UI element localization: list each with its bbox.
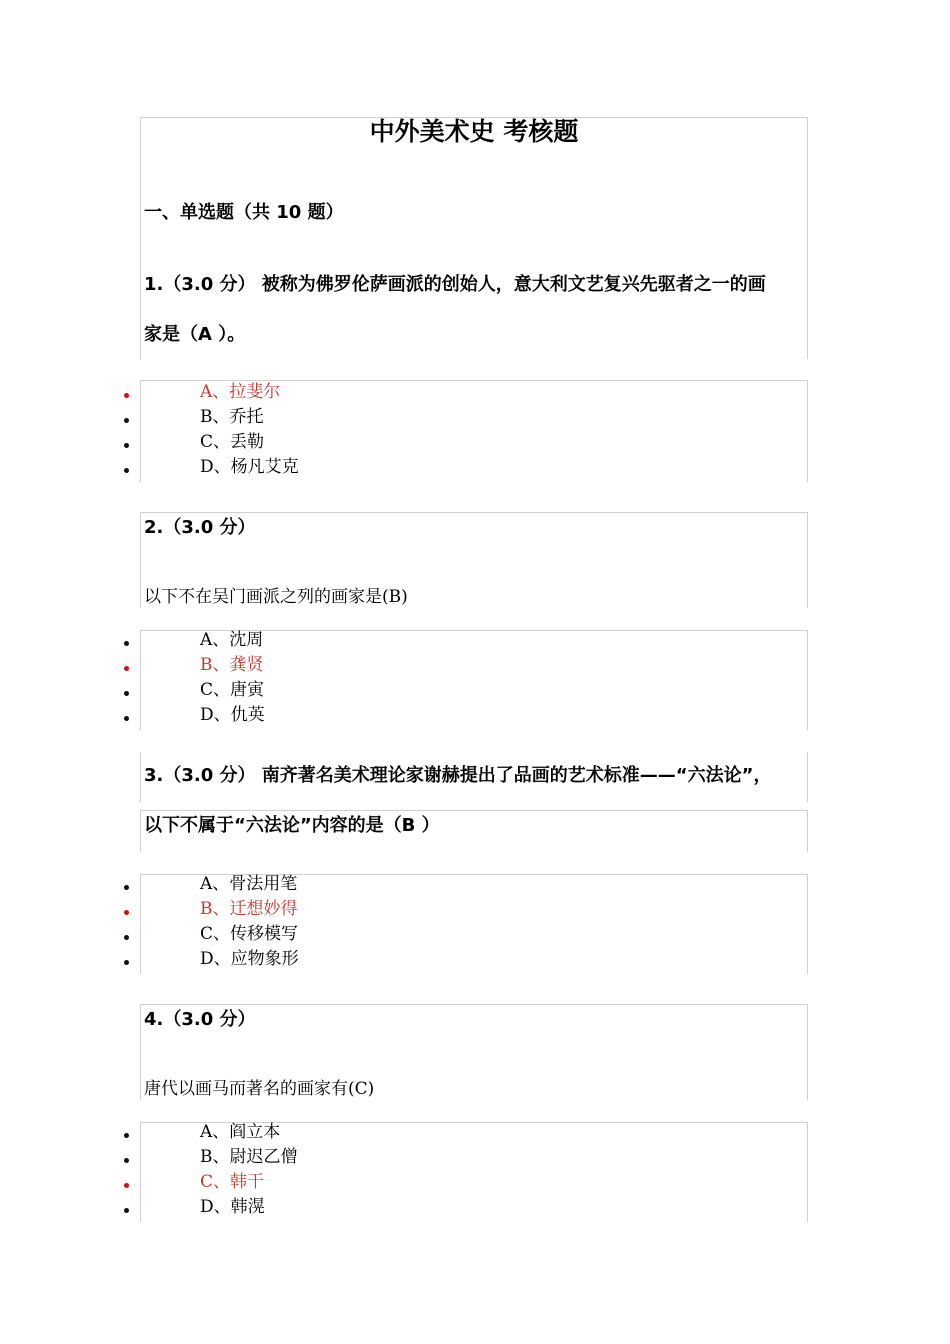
question-2-number-score: 2.（3.0 分） bbox=[144, 517, 256, 538]
option-c[interactable] bbox=[124, 922, 808, 947]
option-label: A、沈周 bbox=[200, 630, 264, 650]
question-4-box bbox=[140, 1004, 808, 1100]
document-title: 中外美术史 考核题 bbox=[369, 117, 579, 146]
bullet-icon bbox=[124, 418, 129, 423]
option-d[interactable] bbox=[124, 1195, 808, 1220]
option-d[interactable] bbox=[124, 703, 808, 728]
option-label: B、尉迟乙僧 bbox=[200, 1147, 298, 1167]
question-3-header bbox=[144, 761, 771, 787]
option-c[interactable] bbox=[124, 1170, 808, 1195]
question-1-box bbox=[140, 117, 808, 359]
option-d[interactable] bbox=[124, 947, 808, 972]
option-label: C、唐寅 bbox=[200, 680, 265, 700]
option-d[interactable] bbox=[124, 455, 808, 480]
question-2-text: 以下不在吴门画派之列的画家是(B) bbox=[144, 587, 408, 607]
question-4-options bbox=[124, 1120, 808, 1220]
bullet-icon bbox=[124, 716, 129, 721]
bullet-icon bbox=[124, 641, 129, 646]
bullet-icon bbox=[124, 393, 129, 398]
question-3-text: 南齐著名美术理论家谢赫提出了品画的艺术标准——“六法论”， bbox=[261, 765, 772, 786]
question-3-number-score: 3.（3.0 分） bbox=[144, 765, 256, 786]
option-b[interactable] bbox=[124, 1145, 808, 1170]
option-label: B、乔托 bbox=[200, 407, 264, 427]
bullet-icon bbox=[124, 885, 129, 890]
option-a[interactable] bbox=[124, 628, 808, 653]
option-label: C、丢勒 bbox=[200, 432, 265, 452]
option-label: A、骨法用笔 bbox=[200, 874, 298, 894]
question-2-box bbox=[140, 512, 808, 608]
option-a[interactable] bbox=[124, 380, 808, 405]
option-label: C、韩干 bbox=[200, 1172, 265, 1192]
bullet-icon bbox=[124, 443, 129, 448]
question-2-options bbox=[124, 628, 808, 728]
bullet-icon bbox=[124, 910, 129, 915]
bullet-icon bbox=[124, 1133, 129, 1138]
bullet-icon bbox=[124, 1208, 129, 1213]
option-label: A、拉斐尔 bbox=[200, 382, 281, 402]
option-label: B、迁想妙得 bbox=[200, 899, 298, 919]
bullet-icon bbox=[124, 691, 129, 696]
option-label: A、阎立本 bbox=[200, 1122, 281, 1142]
option-label: D、杨凡艾克 bbox=[200, 457, 299, 477]
option-b[interactable] bbox=[124, 405, 808, 430]
section-heading: 一、单选题（共 10 题） bbox=[144, 202, 344, 223]
question-3-options bbox=[124, 872, 808, 972]
bullet-icon bbox=[124, 468, 129, 473]
bullet-icon bbox=[124, 1158, 129, 1163]
bullet-icon bbox=[124, 1183, 129, 1188]
question-1-text: 被称为佛罗伦萨画派的创始人，意大利文艺复兴先驱者之一的画 bbox=[261, 274, 766, 295]
question-3-box bbox=[140, 752, 808, 802]
bullet-icon bbox=[124, 935, 129, 940]
option-c[interactable] bbox=[124, 678, 808, 703]
option-a[interactable] bbox=[124, 1120, 808, 1145]
question-3-text-continued: 以下不属于“六法论”内容的是（B ） bbox=[144, 815, 440, 836]
bullet-icon bbox=[124, 666, 129, 671]
option-c[interactable] bbox=[124, 430, 808, 455]
question-1-header bbox=[144, 270, 766, 296]
option-label: D、应物象形 bbox=[200, 949, 299, 969]
option-b[interactable] bbox=[124, 653, 808, 678]
question-1-text-continued: 家是（A ）。 bbox=[144, 324, 246, 345]
option-label: B、龚贤 bbox=[200, 655, 264, 675]
question-1-options bbox=[124, 380, 808, 480]
bullet-icon bbox=[124, 960, 129, 965]
option-a[interactable] bbox=[124, 872, 808, 897]
option-label: D、仇英 bbox=[200, 705, 265, 725]
option-b[interactable] bbox=[124, 897, 808, 922]
question-1-number-score: 1.（3.0 分） bbox=[144, 274, 256, 295]
question-4-text: 唐代以画马而著名的画家有(C) bbox=[144, 1079, 375, 1099]
question-4-number-score: 4.（3.0 分） bbox=[144, 1009, 256, 1030]
question-3-continued-box bbox=[140, 810, 808, 852]
option-label: D、韩滉 bbox=[200, 1197, 265, 1217]
option-label: C、传移模写 bbox=[200, 924, 299, 944]
